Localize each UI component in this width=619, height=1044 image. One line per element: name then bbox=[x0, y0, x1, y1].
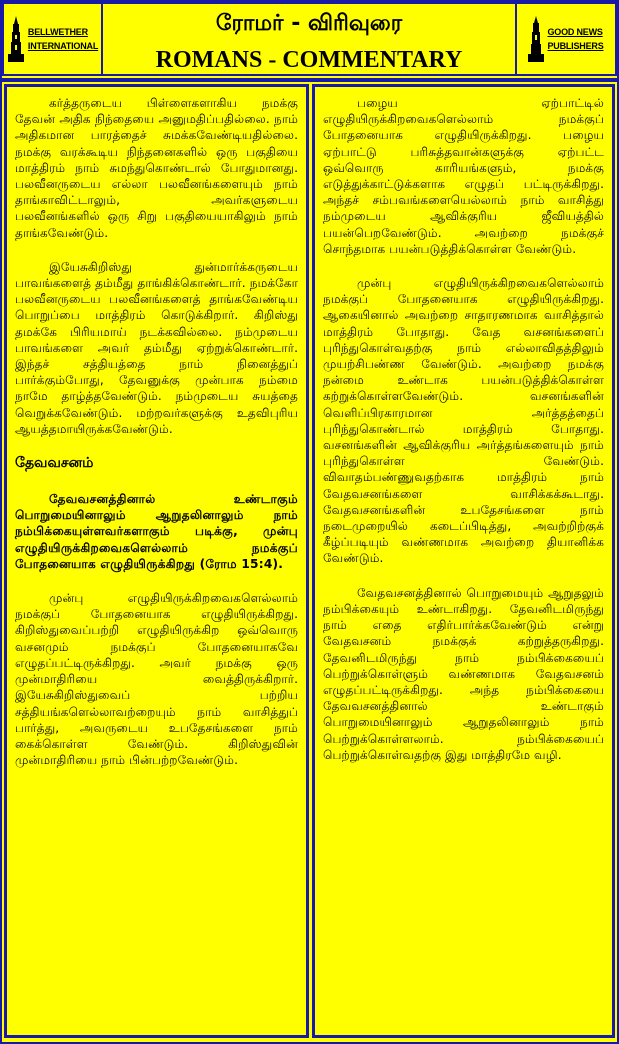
header-divider bbox=[2, 78, 617, 82]
page-header bbox=[2, 2, 617, 78]
bell-tower-icon bbox=[7, 16, 25, 62]
good-news-logo bbox=[521, 10, 611, 68]
section-heading: தேவவசனம் bbox=[15, 455, 94, 472]
english-title: ROMANS - COMMENTARY bbox=[155, 47, 463, 73]
bellwether-logo bbox=[8, 10, 97, 68]
bellwether-logo-text bbox=[28, 25, 98, 53]
bellwether-logo-box bbox=[2, 2, 103, 76]
right-paragraph-3: வேதவசனத்தினால் பொறுமையும் ஆறுதலும் நம்பிக்கையும் உண்டாகிறது. தேவனிடமிருந்து நாம் எதை எதிர்பார்க்கவேண்டும் என்று வேதவசனம் நமக்குக் கற்றுத்தருகிறது. தேவனிடமிருந்து நாம் நம்பிக்கையைப் பெற்றுக்கொள்ளும் வண்ணமாக வேதவசனம் எழுதப்பட்டிருக்கிறது. அந்த நம்பிக்கையை தேவவசனத்தினால் உண்டாகும் பொறுமையினாலும் ஆறுதலினாலும் நாம் பெற்றுக்கொள்ளலாம். நம்பிக்கையைப் பெற்றுக்கொள்வதற்கு இது மாத்திரமே வழி. bbox=[323, 585, 604, 762]
left-paragraph-1: கர்த்தருடைய பிள்ளைகளாகிய நமக்கு தேவன் அதிக நிந்தையை அனுமதிப்பதில்லை. நாம் அதிகமான பாரத்தைச் சுமக்கவேண்டியதில்லை. நமக்கு வரக்கூடிய நிந்தனைகளில் ஒரு பகுதியை மாத்திரம் நாம் சுமந்துகொண்டால் போதுமானது. பலவீனருடைய எல்லா பலவீனங்களையும் நாம் தாங்காவிட்டாலும், அவர்களுடைய பலவீனங்களில் ஒரு சிறு பகுதியையாகிலும் நாம் தாங்கவேண்டும். bbox=[15, 96, 298, 240]
right-column bbox=[312, 84, 615, 1038]
title-box bbox=[103, 2, 515, 76]
good-news-logo-box bbox=[515, 2, 617, 76]
bellwether-logo-line-1: BELLWETHER bbox=[27, 27, 88, 37]
bellwether-logo-line-2: INTERNATIONAL bbox=[27, 41, 99, 51]
scripture-verse: தேவவசனத்தினால் உண்டாகும் பொறுமையினாலும் ஆறுதலினாலும் நாம் நம்பிக்கையுள்ளவர்களாகும் படிக்கு, முன்பு எழுதியிருக்கிறவைகளெல்லாம் நமக்குப் போதனையாக எழுதியிருக்கிறது (ரோம 15:4). bbox=[15, 492, 298, 571]
right-paragraph-1: பழைய ஏற்பாட்டில் எழுதியிருக்கிறவைகளெல்லாம் நமக்குப் போதனையாக எழுதியிருக்கிறது. பழைய ஏற்பாட்டு பரிசுத்தவான்களுக்கு ஏற்பட்ட ஒவ்வொரு காரியங்களும், நமக்கு எடுத்துக்காட்டுக்களாக எழுதப் பட்டிருக்கிறது. அந்தச் சம்பவங்களையெல்லாம் நாம் வாசித்து நம்முடைய ஆவிக்குரிய ஜீவியத்தில் பயன்பெறவேண்டும். அவற்றை நமக்குச் சொந்தமாக பயன்படுத்திக்கொள்ள வேண்டும். bbox=[323, 96, 604, 256]
good-news-logo-text bbox=[547, 25, 603, 53]
tamil-title: ரோமர் - விரிவுரை bbox=[215, 11, 403, 36]
left-paragraph-3: முன்பு எழுதியிருக்கிறவைகளெல்லாம் நமக்குப் போதனையாக எழுதியிருக்கிறது. கிறிஸ்துவைப்பற்றி எழுதியிருக்கிற ஒவ்வொரு வசனமும் நமக்குப் போதனையாகவே எழுதப்பட்டிருக்கிறது. அவர் நமக்கு ஒரு முன்மாதிரியை வைத்திருக்கிறார். இயேசுகிறிஸ்துவைப் பற்றிய சத்தியங்களெல்லாவற்றையும் நாம் வாசித்துப் பார்த்து, அவருடைய உபதேசங்களை நாம் கைக்கொள்ள வேண்டும். கிறிஸ்துவின் முன்மாதிரியை நாம் பின்பற்றவேண்டும். bbox=[15, 591, 298, 768]
left-column bbox=[4, 84, 309, 1038]
left-paragraph-2: இயேசுகிறிஸ்து துன்மார்க்கருடைய பாவங்களைத் தம்மீது தாங்கிக்கொண்டார். நமக்கோ பலவீனருடைய பலவீனங்களைத் தாங்கவேண்டிய பொறுப்பை மாத்திரம் கொடுக்கிறார். கிறிஸ்து தமக்கே பிரியமாய் நடக்கவில்லை. நம்முடைய பாவங்களை அவர் தம்மீது ஏற்றுக்கொண்டார். இந்தச் சத்தியத்தை நாம் நினைத்துப் பார்க்கும்போது, தேவனுக்கு முன்பாக நம்மை நாமே தாழ்த்தவேண்டும். நம்முடைய சுயத்தை வெறுக்கவேண்டும். மற்றவர்களுக்கு உதவிபுரிய ஆயத்தமாயிருக்கவேண்டும். bbox=[15, 259, 298, 436]
right-paragraph-2: முன்பு எழுதியிருக்கிறவைகளெல்லாம் நமக்குப் போதனையாக எழுதியிருக்கிறது. ஆகையினால் அவற்றை சாதாரணமாக வாசித்தால் மாத்திரம் போதாது. வேத வசனங்களைப் புரிந்துகொள்வதற்கு நாம் எல்லாவிதத்திலும் முயற்சிபண்ண வேண்டும். அவற்றை நமக்கு நன்மை உண்டாக பயன்படுத்திக்கொள்ள கற்றுக்கொள்ளவேண்டும். வசனங்களின் வெளிப்பிரகாரமான அர்த்தத்தைப் புரிந்துகொண்டால் மாத்திரம் போதாது. வசனங்களின் ஆவிக்குரிய அர்த்தங்களையும் நாம் புரிந்துகொள்ள வேண்டும். விவாதம்பண்ணுவதற்காக மாத்திரம் நாம் வேதவசனங்களை வாசிக்கக்கூடாது. வேதவசனங்களின் உபதேசங்களை நாம் நடைமுறையில் கடைப்பிடித்து, அவற்றிற்குக் கீழ்ப்படியும் வண்ணமாக அவற்றை தியானிக்க வேண்டும். bbox=[323, 276, 604, 566]
tower-icon bbox=[528, 16, 544, 62]
good-news-logo-line-2: PUBLISHERS bbox=[547, 41, 604, 51]
good-news-logo-line-1: GOOD NEWS bbox=[547, 27, 603, 37]
